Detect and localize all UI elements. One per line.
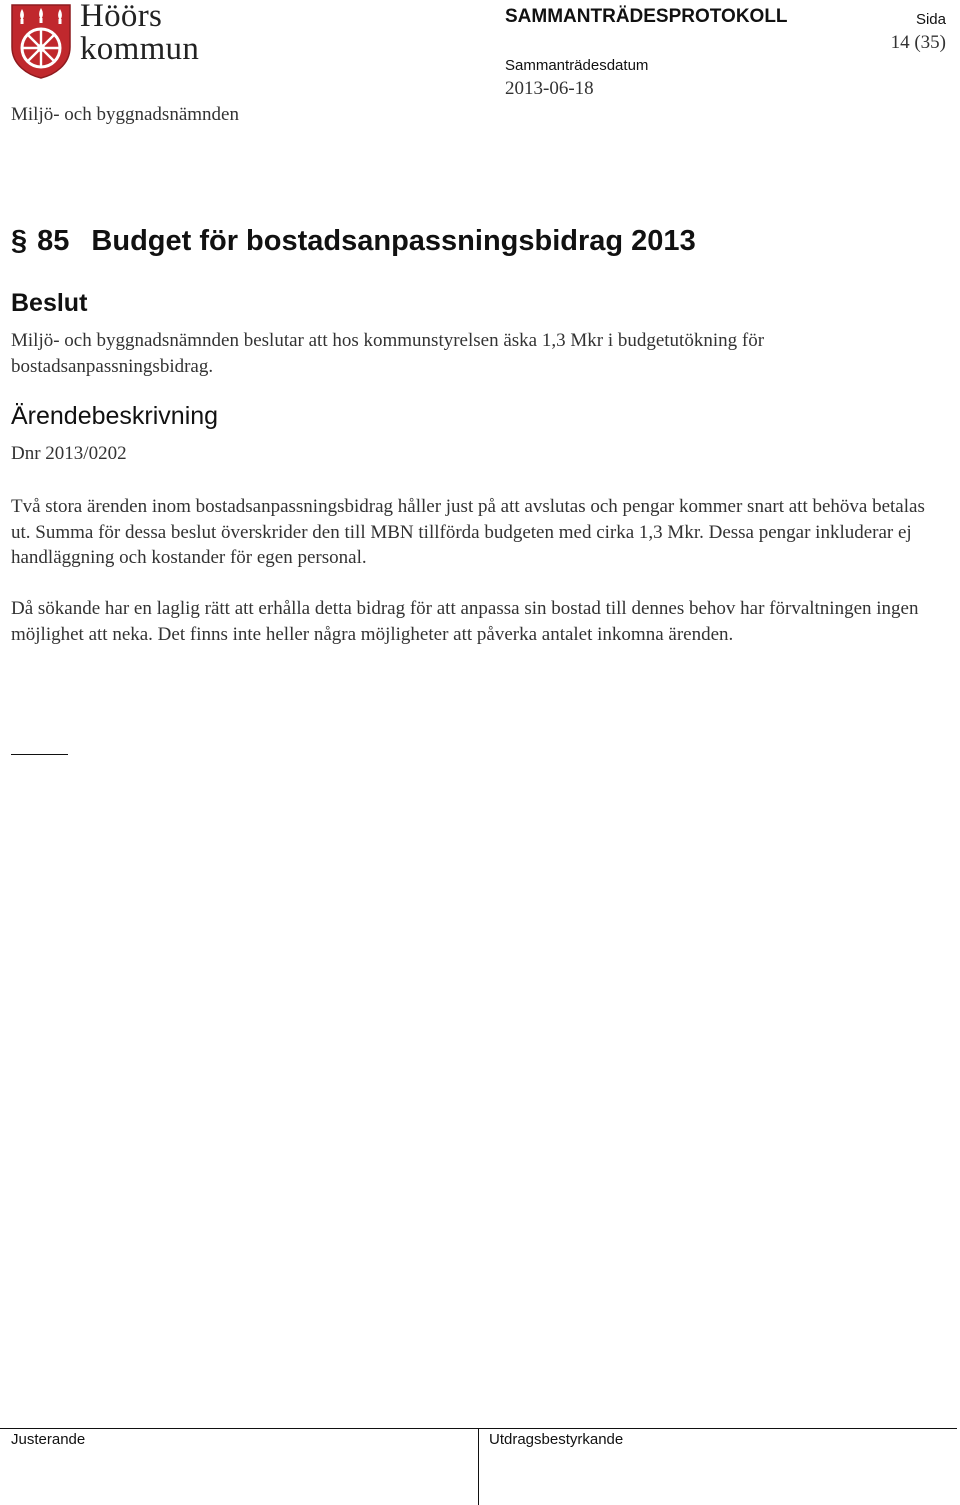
section-title: [11, 225, 696, 258]
page-number: 14 (35): [890, 32, 946, 53]
logo-wordmark: [80, 0, 199, 66]
footer-divider: [478, 1428, 479, 1505]
diary-number: Dnr 2013/0202: [11, 443, 127, 464]
hoors-kommun-coat-of-arms-logo: [10, 3, 72, 79]
footer-utdragsbestyrkande-label: Utdragsbestyrkande: [489, 1431, 624, 1448]
section-number: 85: [37, 225, 70, 257]
section-title-text: Budget för bostadsanpassningsbidrag 2013: [91, 225, 696, 257]
page-label: Sida: [915, 11, 946, 28]
description-paragraph-1: Två stora ärenden inom bostadsanpassningsbidrag håller just på att avslutas och pengar kommer snart att behöva betalas ut. Summa för dessa beslut överskrider den till MBN tillförda budgeten med cirka 1,3 Mkr. Dessa pengar inkluderar ej handläggning och kostander för egen personal.: [11, 496, 925, 568]
section-end-rule: [11, 754, 68, 755]
beslut-heading: Beslut: [11, 289, 88, 317]
footer-justerande-label: Justerande: [11, 1431, 86, 1448]
department-name: Miljö- och byggnadsnämnden: [11, 104, 239, 125]
meeting-date-label: Sammanträdesdatum: [505, 57, 649, 74]
coat-of-arms-icon: [10, 3, 72, 79]
section-symbol: §: [11, 225, 28, 257]
arendebeskrivning-heading: Ärendebeskrivning: [11, 402, 219, 430]
logo-line-1: Höörs: [80, 0, 163, 34]
beslut-text: Miljö- och byggnadsnämnden beslutar att hos kommunstyrelsen äska 1,3 Mkr i budgetutökning för bostadsanpassningsbidrag.: [11, 330, 765, 377]
description-paragraph-2: Då sökande har en laglig rätt att erhålla detta bidrag för att anpassa sin bostad till dennes behov har förvaltningen ingen möjlighet att neka. Det finns inte heller några möjligheter att påverka antalet inkomna ärenden.: [11, 598, 919, 645]
meeting-date-value: 2013-06-18: [505, 78, 594, 99]
logo-line-2: kommun: [80, 31, 200, 67]
document-type: SAMMANTRÄDESPROTOKOLL: [505, 6, 788, 27]
